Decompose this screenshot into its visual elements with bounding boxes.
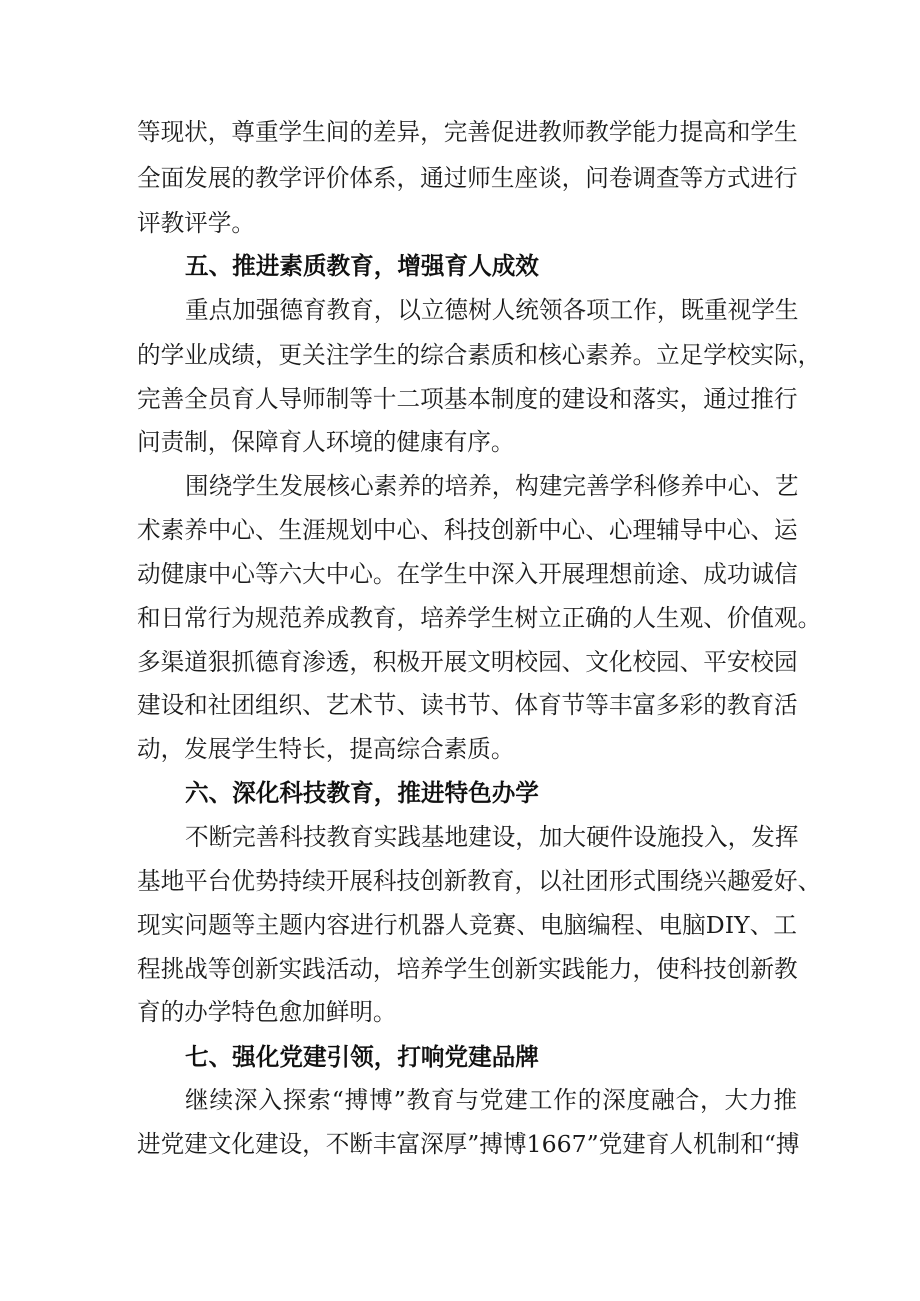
paragraph-line: 围绕学生发展核心素养的培养，构建完善学科修养中心、艺	[185, 472, 799, 500]
section-heading-6: 六、深化科技教育，推进特色办学	[185, 779, 539, 807]
paragraph-line: 进党建文化建设，不断丰富深厚”搏博1667”党建育人机制和“搏	[137, 1130, 800, 1158]
paragraph-line: 和日常行为规范养成教育，培养学生树立正确的人生观、价值观。	[137, 604, 822, 632]
paragraph-line: 程挑战等创新实践活动，培养学生创新实践能力，使科技创新教	[137, 955, 798, 983]
paragraph-line: 问责制，保障育人环境的健康有序。	[137, 428, 515, 456]
section-heading-7: 七、强化党建引领，打响党建品牌	[185, 1043, 539, 1071]
paragraph-line: 现实问题等主题内容进行机器人竞赛、电脑编程、电脑DIY、工	[137, 911, 797, 939]
paragraph-line: 不断完善科技教育实践基地建设，加大硬件设施投入，发挥	[185, 823, 799, 851]
paragraph-line: 等现状，尊重学生间的差异，完善促进教师教学能力提高和学生	[137, 118, 798, 146]
section-heading-5: 五、推进素质教育，增强育人成效	[185, 252, 539, 280]
paragraph-line: 全面发展的教学评价体系，通过师生座谈，问卷调查等方式进行	[137, 164, 798, 192]
paragraph-line: 动健康中心等六大中心。在学生中深入开展理想前途、成功诚信	[137, 560, 798, 588]
paragraph-line: 的学业成绩，更关注学生的综合素质和核心素养。立足学校实际，	[137, 341, 822, 369]
paragraph-line: 评教评学。	[137, 209, 255, 237]
paragraph-line: 动，发展学生特长，提高综合素质。	[137, 735, 515, 763]
paragraph-line: 基地平台优势持续开展科技创新教育，以社团形式围绕兴趣爱好、	[137, 867, 822, 895]
paragraph-line: 术素养中心、生涯规划中心、科技创新中心、心理辅导中心、运	[137, 516, 798, 544]
paragraph-line: 育的办学特色愈加鲜明。	[137, 998, 397, 1026]
paragraph-line: 继续深入探索“搏博”教育与党建工作的深度融合，大力推	[185, 1086, 797, 1114]
paragraph-line: 多渠道狠抓德育渗透，积极开展文明校园、文化校园、平安校园	[137, 648, 798, 676]
paragraph-line: 完善全员育人导师制等十二项基本制度的建设和落实，通过推行	[137, 385, 798, 413]
paragraph-line: 重点加强德育教育，以立德树人统领各项工作，既重视学生	[185, 296, 799, 324]
paragraph-line: 建设和社团组织、艺术节、读书节、体育节等丰富多彩的教育活	[137, 691, 798, 719]
